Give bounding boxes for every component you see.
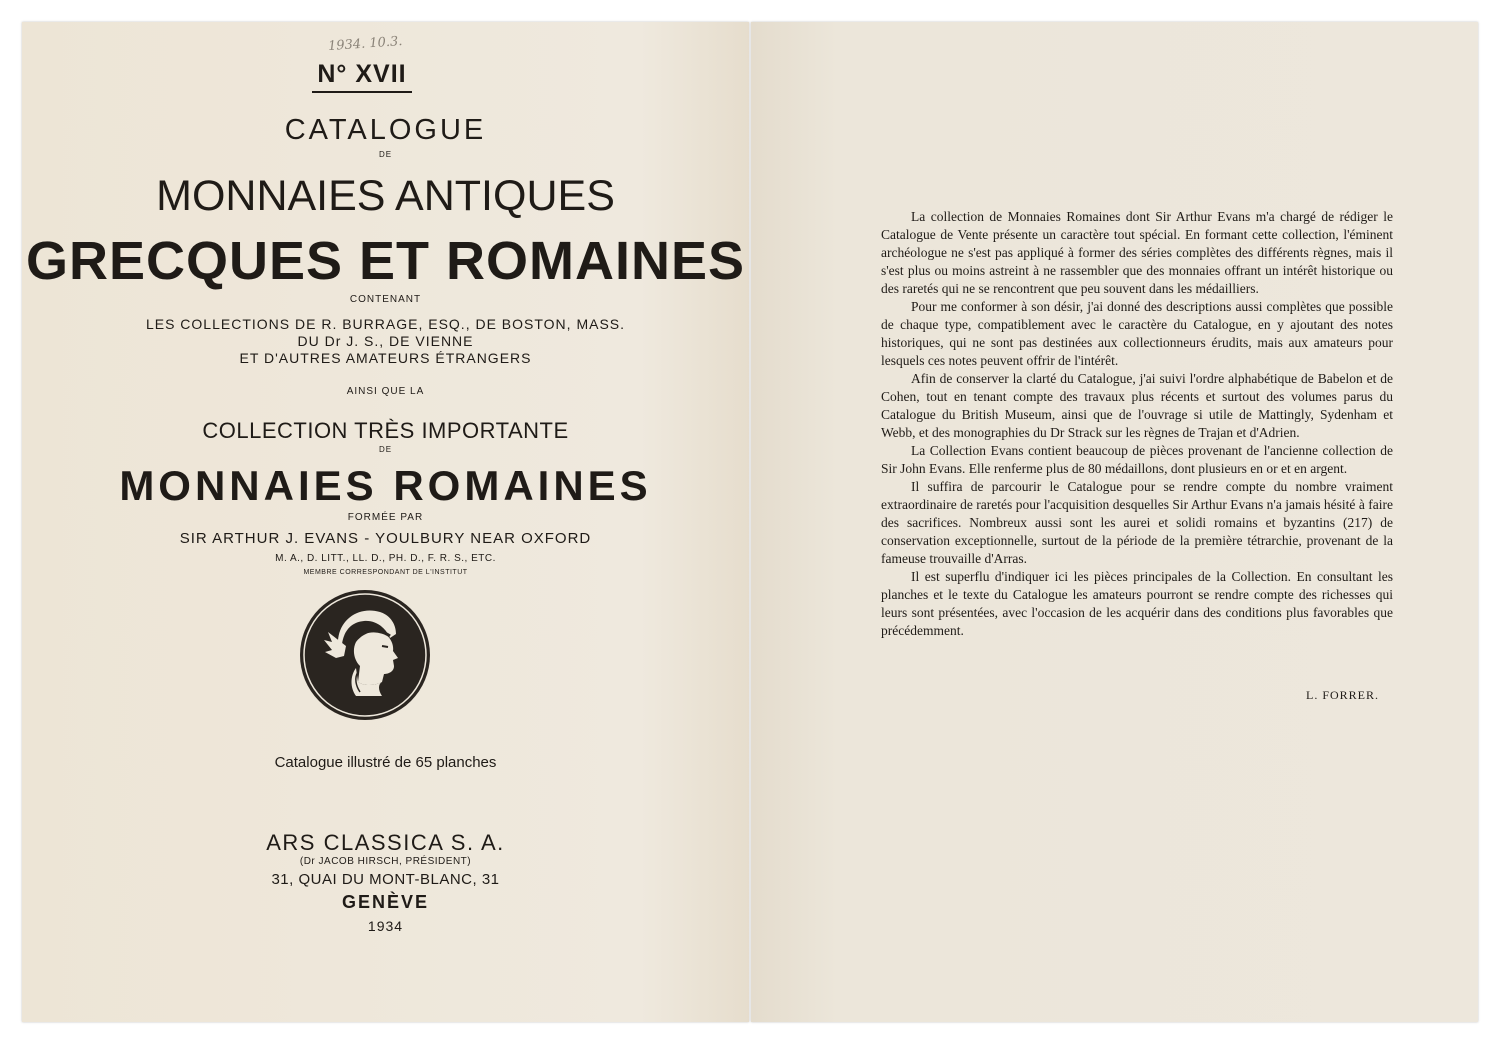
owner-membership: MEMBRE CORRESPONDANT DE L'INSTITUT bbox=[303, 569, 468, 576]
ainsi-que-la: AINSI QUE LA bbox=[346, 386, 425, 397]
publisher-director: (Dr JACOB HIRSCH, PRÉSIDENT) bbox=[299, 856, 472, 867]
preface-paragraph: Il est superflu d'indiquer ici les pièces principales de la Collection. En consultant les planches et le texte du Catalogue les amateurs pourront se rendre compte des richesses qui leurs sont présentées, avec l'occasion de les acquérir dans des conditions plus favorables que précédemment. bbox=[881, 569, 1393, 638]
collection-tres-importante: COLLECTION TRÈS IMPORTANTE bbox=[202, 418, 569, 443]
owner-degrees: M. A., D. LITT., LL. D., PH. D., F. R. S., ETC. bbox=[275, 553, 496, 564]
collections-line-3: ET D'AUTRES AMATEURS ÉTRANGERS bbox=[239, 350, 532, 366]
publisher-address: 31, QUAI DU MONT-BLANC, 31 bbox=[271, 871, 500, 888]
preface-text bbox=[881, 208, 1393, 640]
preface-paragraph: Il suffira de parcourir le Catalogue pour se rendre compte du nombre vraiment extraordinaire de raretés pour l'acquisition desquelles Sir Arthur Evans n'a jamais hésité à faire des sacrifices. Nombreux aussi sont les aurei et solidi romains et byzantins (217) de conservation exceptionnelle, surtout de la période de la première tétrarchie, provenant de la fameuse trouvaille d'Arras. bbox=[881, 479, 1393, 566]
publisher-city: GENÈVE bbox=[341, 892, 430, 912]
signature: L. FORRER. bbox=[1305, 688, 1379, 702]
formee-par: FORMÉE PAR bbox=[347, 512, 424, 523]
title-grecques-romaines: GRECQUES ET ROMAINES bbox=[25, 231, 746, 291]
heading-de-2: DE bbox=[378, 445, 393, 454]
publication-year: 1934 bbox=[367, 918, 404, 934]
collections-line-2: DU Dr J. S., DE VIENNE bbox=[297, 333, 474, 349]
preface-page bbox=[751, 22, 1478, 1022]
title-monnaies-romaines: MONNAIES ROMAINES bbox=[119, 462, 652, 509]
title-monnaies-antiques: MONNAIES ANTIQUES bbox=[156, 172, 615, 220]
pencil-note: 1934. 10.3. bbox=[327, 34, 403, 55]
preface-paragraph: La Collection Evans contient beaucoup de pièces provenant de l'ancienne collection de Sir John Evans. Elle renferme plus de 80 médaillons, dont plusieurs en or et en argent. bbox=[881, 443, 1393, 476]
catalogue-number: N° XVII bbox=[312, 60, 412, 93]
owner-name: SIR ARTHUR J. EVANS - YOULBURY NEAR OXFORD bbox=[179, 530, 592, 547]
helmeted-head-medallion-icon bbox=[298, 588, 432, 722]
heading-catalogue: CATALOGUE bbox=[284, 114, 487, 146]
preface-paragraph: Pour me conformer à son désir, j'ai donné des descriptions aussi complètes que possible de chaque type, compatiblement avec le caractère du Catalogue, en y ajoutant des notes historiques, qui ne sont pas destinées aux collectionneurs érudits, mais aux amateurs pour lesquels ces notes peuvent offrir de l'intérêt. bbox=[881, 299, 1393, 368]
publisher-name: ARS CLASSICA S. A. bbox=[266, 830, 505, 855]
preface-paragraph: Afin de conserver la clarté du Catalogue, j'ai suivi l'ordre alphabétique de Babelon et de Cohen, tout en tenant compte des travaux plus récents et surtout des volumes parus du Catalogue du British Museum, ainsi que de l'ouvrage si utile de Mattingly, Sydenham et Webb, et des monographies du Dr Strack sur les règnes de Trajan et d'Adrien. bbox=[881, 371, 1393, 440]
title-page bbox=[22, 22, 749, 1022]
illustrated-note: Catalogue illustré de 65 planches bbox=[274, 754, 497, 771]
contenant-label: CONTENANT bbox=[349, 294, 422, 305]
preface-paragraph: La collection de Monnaies Romaines dont Sir Arthur Evans m'a chargé de rédiger le Catalogue de Vente présente un caractère tout spécial. En formant cette collection, l'éminent archéologue ne s'est pas appliqué à former des séries complètes des différents règnes, mais il s'est plus ou moins astreint à ne rassembler que des monnaies offrant un intérêt historique ou des raretés qui ne se rencontrent que peu souvent dans les médailliers. bbox=[881, 209, 1393, 296]
heading-de-1: DE bbox=[378, 150, 393, 159]
collections-line-1: LES COLLECTIONS DE R. BURRAGE, ESQ., DE BOSTON, MASS. bbox=[145, 316, 626, 332]
